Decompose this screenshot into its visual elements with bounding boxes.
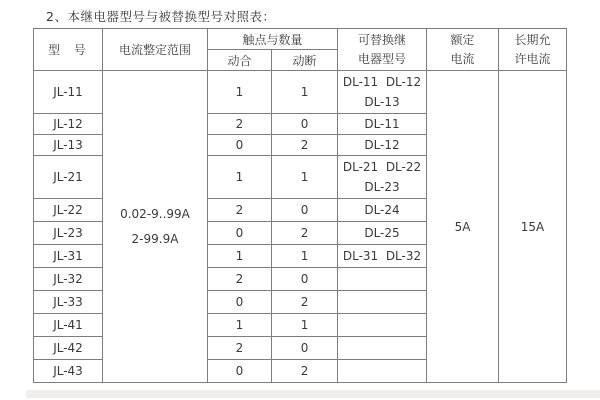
- replaceable-cell: [338, 314, 427, 337]
- model-cell: JL-41: [34, 314, 103, 337]
- replaceable-line1: DL-12: [364, 138, 400, 152]
- model-cell: JL-23: [34, 222, 103, 245]
- normally-closed-cell: 2: [272, 135, 338, 156]
- normally-closed-cell: 2: [272, 222, 338, 245]
- replaceable-cell: [338, 135, 427, 156]
- normally-closed-cell: 0: [272, 114, 338, 135]
- replaceable-cell: [338, 245, 427, 268]
- relay-comparison-table: [33, 28, 567, 383]
- page-bottom-edge: [26, 390, 600, 398]
- replaceable-cell: [338, 156, 427, 199]
- replaceable-line2: DL-13: [364, 95, 400, 109]
- normally-open-cell: 0: [208, 222, 272, 245]
- table-header: [34, 29, 567, 71]
- normally-open-cell: 1: [208, 156, 272, 199]
- normally-closed-cell: 0: [272, 337, 338, 360]
- model-cell: JL-33: [34, 291, 103, 314]
- current-range-line2: 2-99.9A: [131, 231, 179, 246]
- replaceable-cell: [338, 268, 427, 291]
- current-range-line1: 0.02-9..99A: [120, 206, 190, 221]
- replaceable-cell: [338, 360, 427, 383]
- header-replaceable: [338, 29, 427, 71]
- header-rated-line1: 额定: [450, 32, 475, 47]
- header-replaceable-line2: 电器型号: [358, 51, 407, 66]
- normally-open-cell: 0: [208, 291, 272, 314]
- normally-closed-cell: 1: [272, 314, 338, 337]
- model-cell: JL-42: [34, 337, 103, 360]
- normally-closed-cell: 1: [272, 71, 338, 114]
- normally-open-cell: 0: [208, 135, 272, 156]
- replaceable-line2: DL-23: [364, 180, 400, 194]
- header-normally-closed: 动断: [272, 50, 338, 71]
- normally-open-cell: 1: [208, 245, 272, 268]
- model-cell: JL-22: [34, 199, 103, 222]
- normally-open-cell: 1: [208, 314, 272, 337]
- longterm-current-cell: 15A: [499, 71, 567, 383]
- header-contacts-group: 触点与数量: [208, 29, 338, 50]
- replaceable-cell: [338, 337, 427, 360]
- replaceable-cell: [338, 199, 427, 222]
- replaceable-line1: DL-11 DL-12: [342, 75, 422, 89]
- header-rated-line2: 电流: [450, 51, 475, 66]
- header-normally-open: 动合: [208, 50, 272, 71]
- normally-closed-cell: 2: [272, 360, 338, 383]
- current-range-cell: [103, 71, 208, 383]
- header-longterm-line1: 长期允: [514, 32, 551, 47]
- normally-open-cell: 1: [208, 71, 272, 114]
- normally-open-cell: 0: [208, 360, 272, 383]
- header-rated-current: [427, 29, 499, 71]
- header-longterm-line2: 许电流: [514, 51, 551, 66]
- model-cell: JL-21: [34, 156, 103, 199]
- model-cell: JL-31: [34, 245, 103, 268]
- model-cell: JL-13: [34, 135, 103, 156]
- replaceable-cell: [338, 291, 427, 314]
- normally-closed-cell: 0: [272, 268, 338, 291]
- header-row-1: [34, 29, 567, 50]
- page-title: 2、本继电器型号与被替换型号对照表：: [46, 9, 276, 24]
- replaceable-line1: DL-25: [364, 226, 400, 240]
- model-cell: JL-32: [34, 268, 103, 291]
- normally-closed-cell: 0: [272, 199, 338, 222]
- table-body: [34, 71, 567, 383]
- replaceable-line1: DL-21 DL-22: [342, 160, 422, 174]
- normally-open-cell: 2: [208, 199, 272, 222]
- header-current-range: 电流整定范围: [103, 29, 208, 71]
- replaceable-line1: DL-11: [364, 117, 400, 131]
- table-row: [34, 71, 567, 114]
- replaceable-cell: [338, 114, 427, 135]
- replaceable-line1: DL-24: [364, 203, 400, 217]
- header-model: 型 号: [34, 29, 103, 71]
- model-cell: JL-43: [34, 360, 103, 383]
- normally-closed-cell: 1: [272, 156, 338, 199]
- rated-current-cell: 5A: [427, 71, 499, 383]
- normally-open-cell: 2: [208, 268, 272, 291]
- header-replaceable-line1: 可替换继: [358, 32, 407, 47]
- normally-closed-cell: 1: [272, 245, 338, 268]
- replaceable-cell: [338, 222, 427, 245]
- replaceable-cell: [338, 71, 427, 114]
- replaceable-line1: DL-31 DL-32: [342, 249, 422, 263]
- normally-open-cell: 2: [208, 337, 272, 360]
- model-cell: JL-11: [34, 71, 103, 114]
- normally-open-cell: 2: [208, 114, 272, 135]
- header-longterm-current: [499, 29, 567, 71]
- normally-closed-cell: 2: [272, 291, 338, 314]
- model-cell: JL-12: [34, 114, 103, 135]
